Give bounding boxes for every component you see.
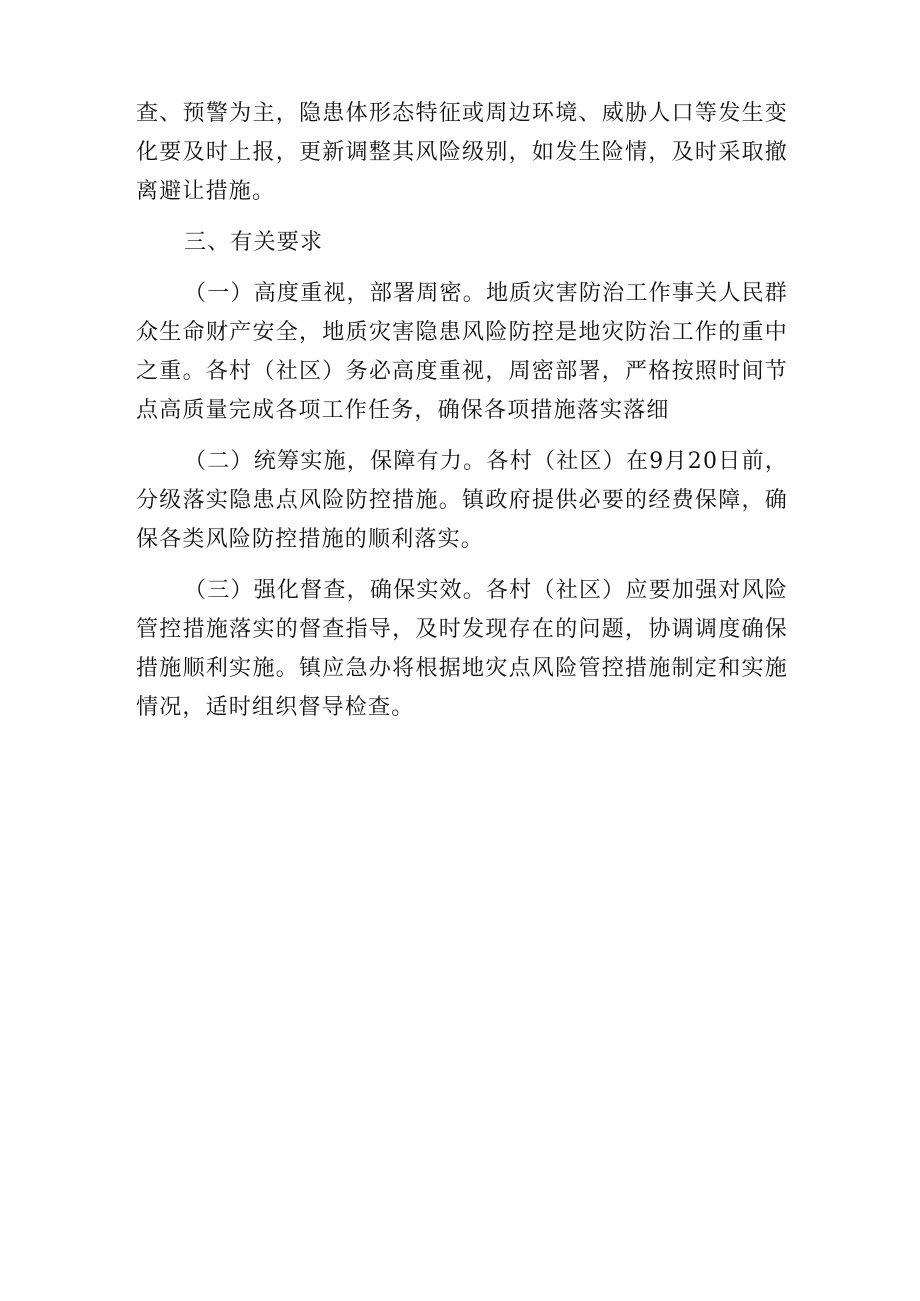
paragraph-requirement-1: （一）高度重视，部署周密。地质灾害防治工作事关人民群众生命财产安全，地质灾害隐患风险防控是地灾防治工作的重中之重。各村（社区）务必高度重视，周密部署，严格按照时间节点高质量完成各项工作任务，确保各项措施落实落细 — [136, 281, 788, 423]
section-heading: 三、有关要求 — [184, 230, 324, 255]
document-body — [136, 94, 788, 727]
paragraph-requirement-3: （三）强化督查，确保实效。各村（社区）应要加强对风险管控措施落实的督查指导，及时发现存在的问题，协调调度确保措施顺利实施。镇应急办将根据地灾点风险管控措施制定和实施情况，适时组织督导检查。 — [136, 578, 788, 720]
paragraph-requirement-2: （二）统筹实施，保障有力。各村（社区）在9月20日前，分级落实隐患点风险防控措施。镇政府提供必要的经费保障，确保各类风险防控措施的顺利落实。 — [136, 449, 788, 552]
paragraph-continuation: 查、预警为主，隐患体形态特征或周边环境、威胁人口等发生变化要及时上报，更新调整其风险级别，如发生险情，及时采取撤离避让措施。 — [136, 101, 788, 204]
